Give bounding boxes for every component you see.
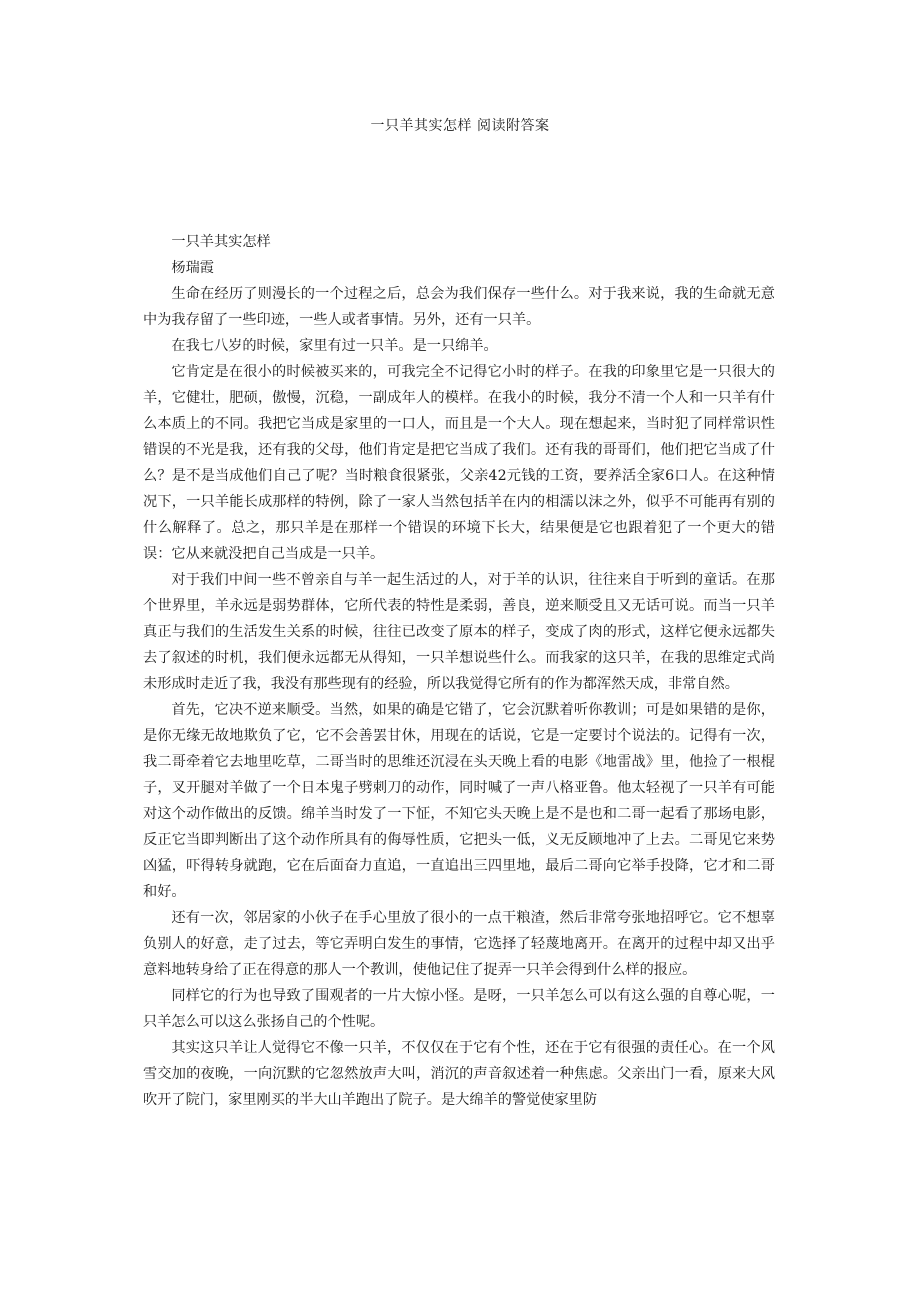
paragraph: 它肯定是在很小的时候被买来的，可我完全不记得它小时的样子。在我的印象里它是一只很大的羊，它健壮，肥硕，傲慢，沉稳，一副成年人的模样。在我小的时候，我分不清一个人和一只羊有什么本质上的不同。我把它当成是家里的一口人，而且是一个大人。现在想起来，当时犯了同样常识性错误的不光是我，还有我的父母，他们肯定是把它当成了我们。还有我的哥哥们，他们把它当成了什么？是不是当成他们自己了呢？当时粮食很紧张，父亲42元钱的工资，要养活全家6口人。在这种情况下，一只羊能长成那样的特例，除了一家人当然包括羊在内的相濡以沫之外，似乎不可能再有别的什么解释了。总之，那只羊是在那样一个错误的环境下长大，结果便是它也跟着犯了一个更大的错误：它从来就没把自己当成是一只羊。 [143, 364, 775, 562]
paragraph: 生命在经历了则漫长的一个过程之后，总会为我们保存一些什么。对于我来说，我的生命就无意中为我存留了一些印迹，一些人或者事情。另外，还有一只羊。 [143, 286, 775, 328]
paragraph: 其实这只羊让人觉得它不像一只羊，不仅仅在于它有个性，还在于它有很强的责任心。在一个风雪交加的夜晚，一向沉默的它忽然放声大叫，消沉的声音叙述着一种焦虑。父亲出门一看，原来大风吹开了院门，家里刚买的半大山羊跑出了院子。是大绵羊的警觉使家里防 [143, 1040, 775, 1108]
paragraph: 首先，它决不逆来顺受。当然，如果的确是它错了，它会沉默着听你教训；可是如果错的是你，是你无缘无故地欺负了它，它不会善罢甘休，用现在的话说，它是一定要讨个说法的。记得有一次，我二哥牵着它去地里吃草，二哥当时的思维还沉浸在头天晚上看的电影《地雷战》里，他捡了一根棍子，叉开腿对羊做了一个日本鬼子劈刺刀的动作，同时喊了一声八格亚鲁。他太轻视了一只羊有可能对这个动作做出的反馈。绵羊当时发了一下怔，不知它头天晚上是不是也和二哥一起看了那场电影，反正它当即判断出了这个动作所具有的侮辱性质，它把头一低，义无反顾地冲了上去。二哥见它来势凶猛，吓得转身就跑，它在后面奋力直追，一直追出三四里地，最后二哥向它举手投降，它才和二哥和好。 [143, 702, 775, 900]
paragraph: 在我七八岁的时候，家里有过一只羊。是一只绵羊。 [171, 338, 498, 354]
article-author: 杨瑞霞 [171, 260, 214, 276]
paragraph: 还有一次，邻居家的小伙子在手心里放了很小的一点干粮渣，然后非常夸张地招呼它。它不想辜负别人的好意，走了过去，等它弄明白发生的事情，它选择了轻蔑地离开。在离开的过程中却又出乎意料地转身给了正在得意的那人一个教训，使他记住了捉弄一只羊会得到什么样的报应。 [143, 910, 775, 978]
paragraph: 同样它的行为也导致了围观者的一片大惊小怪。是呀，一只羊怎么可以有这么强的自尊心呢，一只羊怎么可以这么张扬自己的个性呢。 [143, 988, 775, 1030]
article-subtitle: 一只羊其实怎样 [171, 234, 271, 250]
article-body [143, 229, 775, 1113]
paragraph: 对于我们中间一些不曾亲自与羊一起生活过的人，对于羊的认识，往往来自于听到的童话。在那个世界里，羊永远是弱势群体，它所代表的特性是柔弱，善良，逆来顺受且又无话可说。而当一只羊真正与我们的生活发生关系的时候，往往已改变了原本的样子，变成了肉的形式，这样它便永远都失去了叙述的时机，我们便永远都无从得知，一只羊想说些什么。而我家的这只羊，在我的思维定式尚未形成时走近了我，我没有那些现有的经验，所以我觉得它所有的作为都浑然天成，非常自然。 [143, 572, 775, 692]
document-title: 一只羊其实怎样 阅读附答案 [370, 118, 550, 134]
